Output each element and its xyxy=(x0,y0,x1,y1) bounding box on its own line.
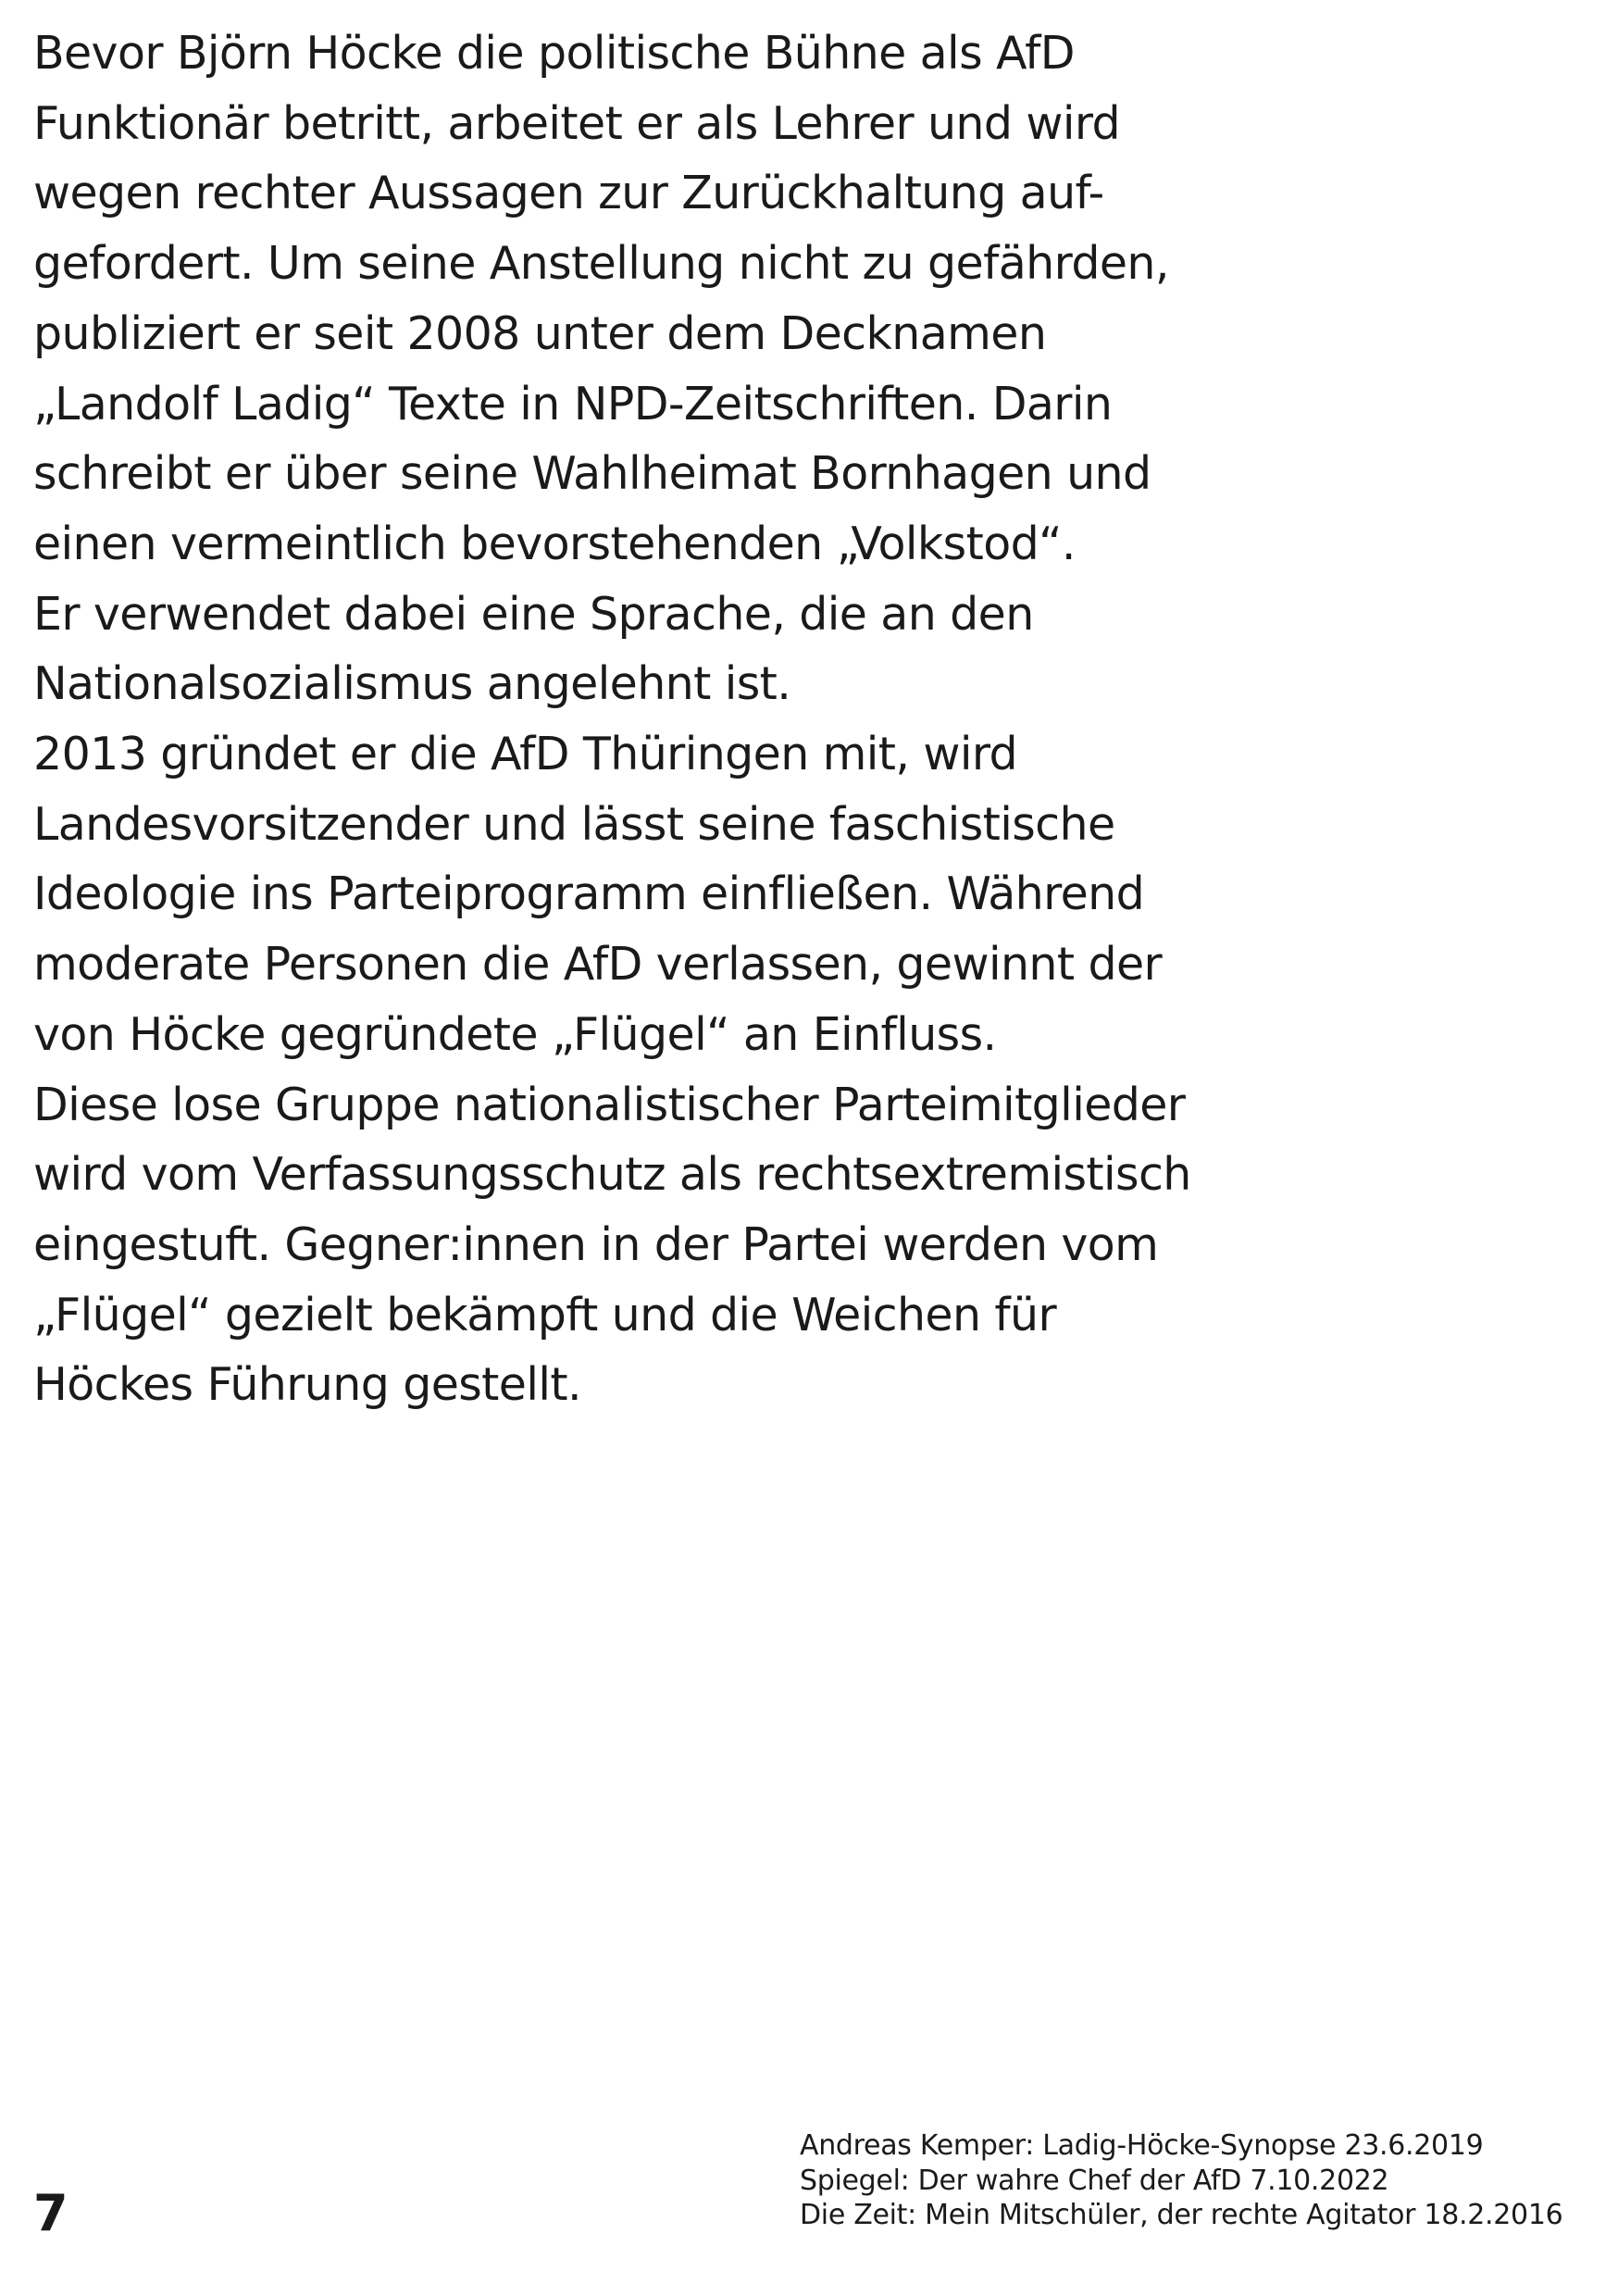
body-line: Diese lose Gruppe nationalistischer Parteimitglieder xyxy=(33,1078,1186,1131)
body-line: Bevor Björn Höcke die politische Bühne als AfD xyxy=(33,27,1075,80)
body-line: „Flügel“ gezielt bekämpft und die Weichen für xyxy=(33,1288,1057,1341)
body-line: gefordert. Um seine Anstellung nicht zu gefährden, xyxy=(33,237,1169,291)
body-line: publiziert er seit 2008 unter dem Decknamen xyxy=(33,306,1047,360)
body-line: „Landolf Ladig“ Texte in NPD-Zeitschriften. Darin xyxy=(33,377,1113,430)
body-line: eingestuft. Gegner:innen in der Partei werden vom xyxy=(33,1217,1159,1271)
body-line: Funktionär betritt, arbeitet er als Lehrer und wird xyxy=(33,96,1121,150)
body-line: Landesvorsitzender und lässt seine faschistische xyxy=(33,797,1115,851)
body-text xyxy=(33,19,1237,1420)
body-line: wegen rechter Aussagen zur Zurückhaltung auf- xyxy=(33,167,1104,220)
body-line: Nationalsozialismus angelehnt ist. xyxy=(33,657,791,711)
body-line: Höckes Führung gestellt. xyxy=(33,1358,581,1412)
body-line: wird vom Verfassungsschutz als rechtsextremistisch xyxy=(33,1148,1191,1202)
source-item: Spiegel: Der wahre Chef der AfD 7.10.2022 xyxy=(800,2164,1389,2197)
source-item: Andreas Kemper: Ladig-Höcke-Synopse 23.6.2019 xyxy=(800,2129,1484,2162)
body-line: von Höcke gegründete „Flügel“ an Einfluss. xyxy=(33,1007,997,1061)
body-line: einen vermeintlich bevorstehenden „Volkstod“. xyxy=(33,517,1076,570)
body-line: Ideologie ins Parteiprogramm einfließen. Während xyxy=(33,867,1145,921)
page-number: 7 xyxy=(33,2184,68,2242)
source-list xyxy=(800,2128,1562,2233)
body-line: schreibt er über seine Wahlheimat Bornhagen und xyxy=(33,447,1151,501)
body-line: moderate Personen die AfD verlassen, gewinnt der xyxy=(33,938,1163,992)
body-line: 2013 gründet er die AfD Thüringen mit, wird xyxy=(33,728,1018,781)
source-item: Die Zeit: Mein Mitschüler, der rechte Agitator 18.2.2016 xyxy=(800,2199,1563,2231)
body-line: Er verwendet dabei eine Sprache, die an den xyxy=(33,587,1034,641)
